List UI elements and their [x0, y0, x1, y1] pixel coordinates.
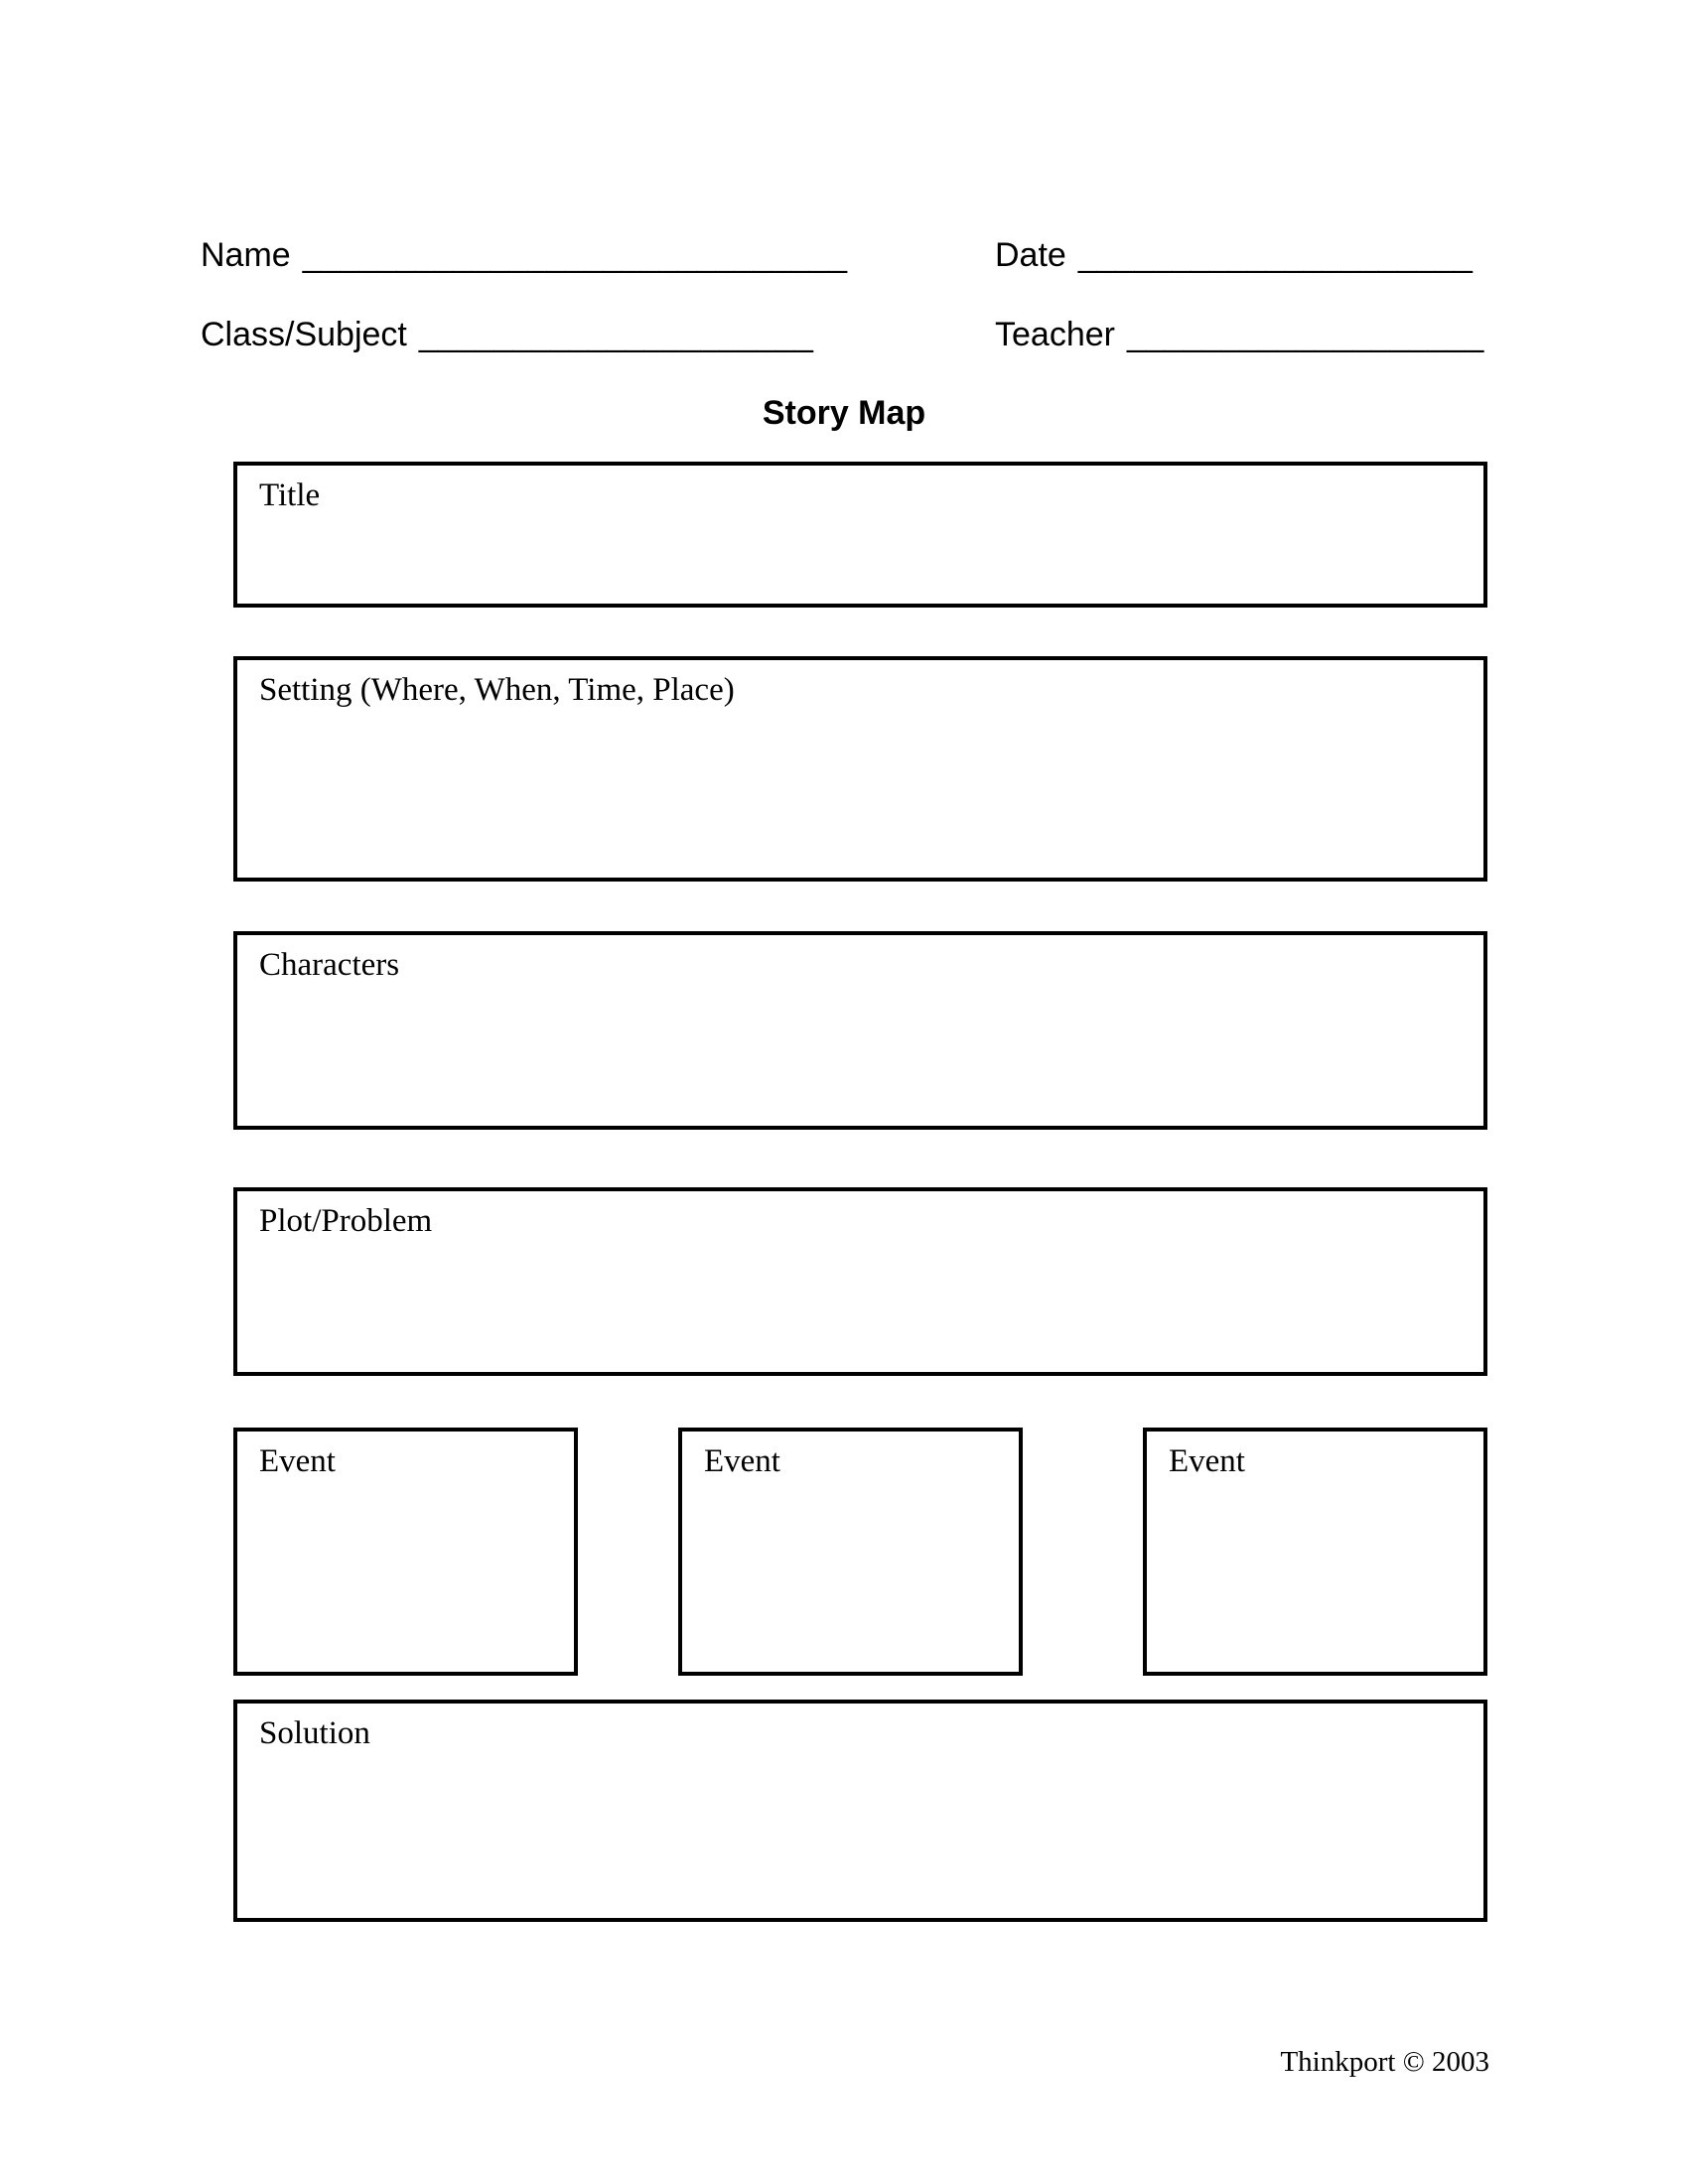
event-box-3-label: Event — [1169, 1443, 1245, 1479]
class-subject-blank-line: _____________________ — [418, 316, 813, 353]
plot-problem-box-label: Plot/Problem — [259, 1203, 433, 1239]
title-box — [233, 462, 1487, 608]
teacher-label: Teacher — [995, 316, 1115, 353]
teacher-field-row — [995, 315, 1483, 354]
date-label: Date — [995, 236, 1066, 274]
page-title: Story Map — [762, 394, 926, 432]
title-box-label: Title — [259, 478, 321, 513]
teacher-blank-line: ___________________ — [1126, 316, 1484, 353]
event-box-1 — [233, 1428, 578, 1676]
event-box-1-label: Event — [259, 1443, 336, 1479]
solution-box — [233, 1700, 1487, 1922]
plot-problem-box — [233, 1187, 1487, 1376]
footer-credit: Thinkport © 2003 — [1280, 2046, 1489, 2078]
date-field-row — [995, 235, 1473, 275]
characters-box-label: Characters — [259, 947, 400, 983]
solution-box-label: Solution — [259, 1715, 370, 1751]
event-box-3 — [1143, 1428, 1487, 1676]
date-blank-line: _____________________ — [1077, 236, 1473, 274]
setting-box-label: Setting (Where, When, Time, Place) — [259, 672, 735, 708]
class-subject-label: Class/Subject — [201, 316, 407, 353]
event-box-2-label: Event — [704, 1443, 780, 1479]
class-subject-field-row — [201, 315, 813, 354]
name-label: Name — [201, 236, 291, 274]
setting-box — [233, 656, 1487, 882]
name-blank-line: _____________________________ — [302, 236, 848, 274]
name-field-row — [201, 235, 847, 275]
characters-box — [233, 931, 1487, 1130]
event-box-2 — [678, 1428, 1023, 1676]
